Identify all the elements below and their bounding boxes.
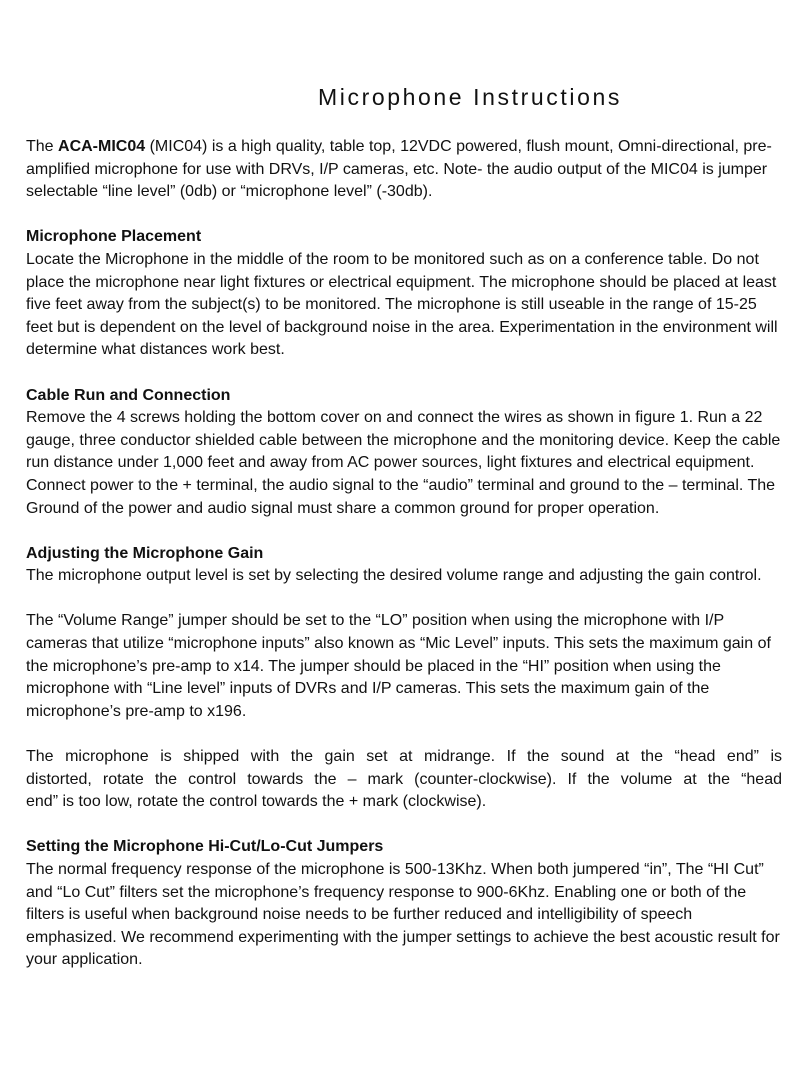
model-name: ACA-MIC04 xyxy=(58,138,146,155)
cut-heading: Setting the Microphone Hi-Cut/Lo-Cut Jumpers xyxy=(26,838,384,856)
gain-paragraph-3-line: distorted, rotate the control towards the – mark (counter-clockwise). If the volume at the “head xyxy=(26,770,782,788)
cut-paragraph: The normal frequency response of the microphone is 500-13Khz. When both jumpered “in”, The “HI Cut” and “Lo Cut” filters set the microphone’s frequency response to 900-6Khz. Enabling one or both of the filters is useful when background noise needs to be further reduced and intelligibility of speech emphasized. We recommend experimenting with the jumper settings to achieve the best acoustic result for your application. xyxy=(26,861,780,969)
gain-paragraph-2: The “Volume Range” jumper should be set to the “LO” position when using the microphone with I/P cameras that utilize “microphone inputs” also known as “Mic Level” inputs. This sets the maximum gain of the microphone’s pre-amp to x14. The jumper should be placed in the “HI” position when using the microphone with “Line level” inputs of DVRs and I/P cameras. This sets the maximum gain of the microphone’s pre-amp to x196. xyxy=(26,612,771,720)
cable-heading: Cable Run and Connection xyxy=(26,386,231,404)
gain-paragraph-3-line: end” is too low, rotate the control towards the + mark (clockwise). xyxy=(26,793,487,811)
gain-paragraph-1: The microphone output level is set by selecting the desired volume range and adjusting the gain control. xyxy=(26,567,762,585)
page-title: Microphone Instructions xyxy=(318,84,622,110)
cable-paragraph: Remove the 4 screws holding the bottom cover on and connect the wires as shown in figure 1. Run a 22 gauge, three conductor shielded cable between the microphone and the monitoring device. Keep the cable run distance under 1,000 feet and away from AC power sources, light fixtures and electrical equipment. Connect power to the + terminal, the audio signal to the “audio” terminal and ground to the – terminal. The Ground of the power and audio signal must share a common ground for proper operation. xyxy=(26,409,781,517)
placement-paragraph: Locate the Microphone in the middle of the room to be monitored such as on a conference table. Do not place the microphone near light fixtures or electrical equipment. The microphone should be placed at least five feet away from the subject(s) to be monitored. The microphone is still useable in the range of 15-25 feet but is dependent on the level of background noise in the area. Experimentation in the environment will determine what distances work best. xyxy=(26,250,778,359)
placement-heading: Microphone Placement xyxy=(26,228,202,246)
intro-lead: The xyxy=(26,138,59,155)
intro-paragraph xyxy=(26,136,782,204)
intro-text: (MIC04) is a high quality, table top, 12VDC powered, flush mount, Omni-directional, pre-amplified microphone for use with DRVs, I/P cameras, etc. Note- the audio output of the MIC04 is jumper selectable “line level” (0db) or “microphone level” (-30db). xyxy=(26,138,772,201)
gain-heading: Adjusting the Microphone Gain xyxy=(26,544,264,562)
document-body xyxy=(26,136,782,972)
gain-paragraph-3 xyxy=(26,746,782,814)
gain-paragraph-3-line: The microphone is shipped with the gain set at midrange. If the sound at the “head end” is xyxy=(26,748,782,766)
